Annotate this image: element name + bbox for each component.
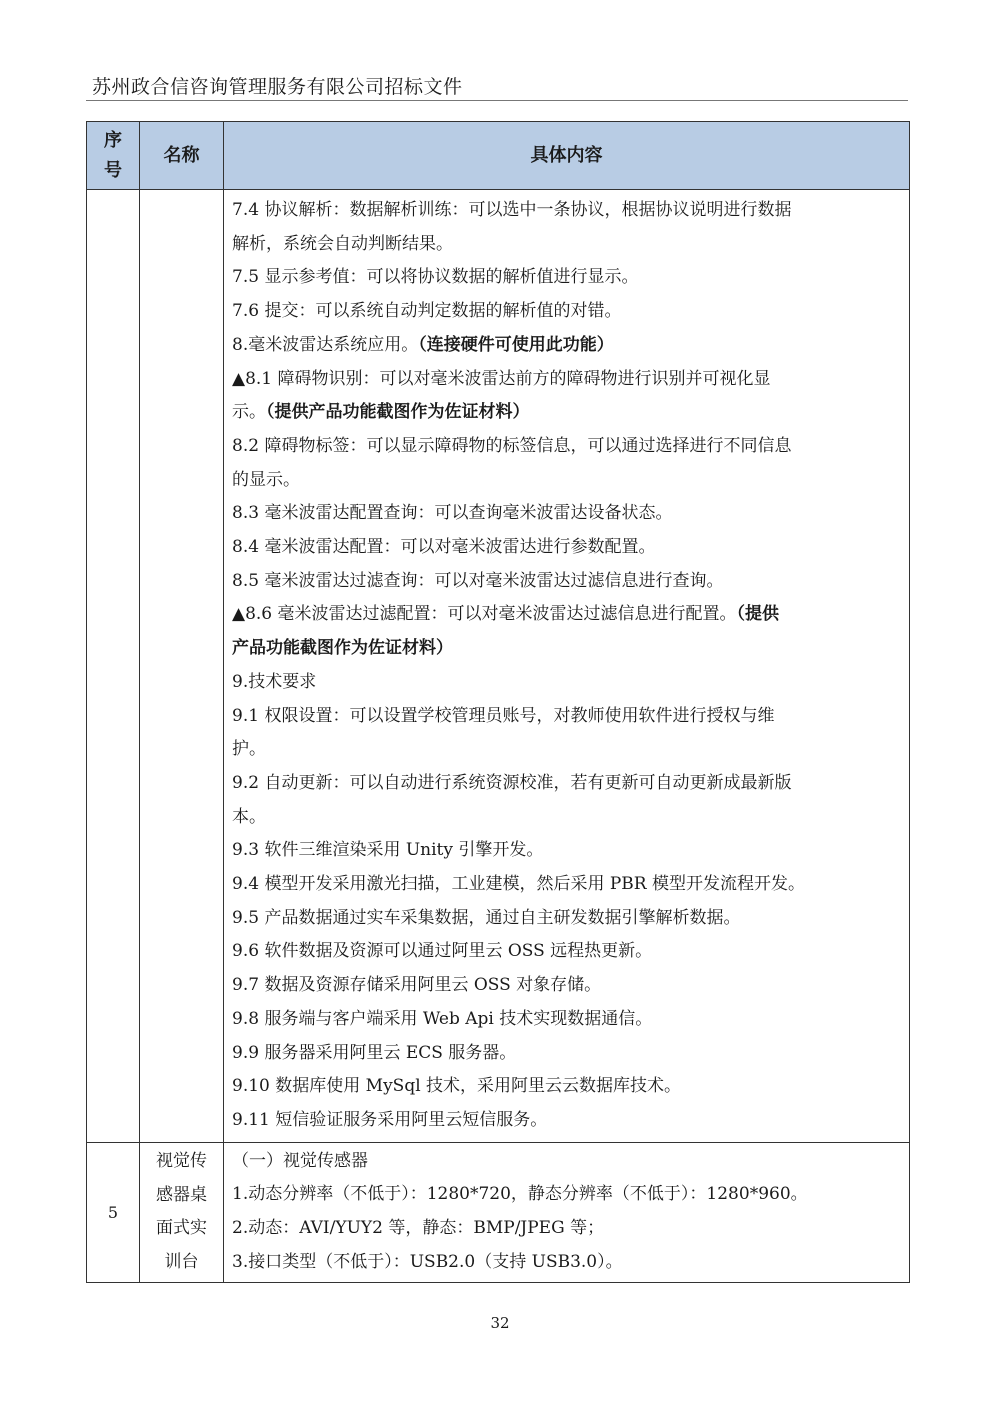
content-line: [232, 497, 901, 531]
content-text: 8.4 毫米波雷达配置：可以对毫米波雷达进行参数配置。: [232, 537, 656, 558]
content-line: [232, 396, 901, 430]
row2-name-line: 感器桌: [156, 1184, 207, 1205]
header-rule: [86, 100, 908, 101]
content-line: [232, 801, 901, 835]
content-line: [232, 228, 901, 262]
header-cell-name: 名称: [140, 122, 224, 190]
content-text: 解析，系统会自动判断结果。: [232, 233, 453, 254]
content-text: 7.6 提交：可以系统自动判定数据的解析值的对错。: [232, 301, 622, 322]
content-line: [232, 329, 901, 363]
content-line: [232, 666, 901, 700]
content-line: [232, 632, 901, 666]
row1-name-cell: [140, 190, 224, 1143]
row2-name-line: 训台: [164, 1251, 199, 1272]
content-line: [232, 1104, 901, 1138]
content-text: 9.1 权限设置：可以设置学校管理员账号，对教师使用软件进行授权与维: [232, 705, 775, 726]
row2-content: [224, 1143, 909, 1282]
row2-name-line: 面式实: [156, 1218, 207, 1239]
header-cell-content: 具体内容: [224, 122, 910, 190]
content-line: [232, 1003, 901, 1037]
row2-name-cell: [140, 1142, 224, 1282]
content-text: （一）视觉传感器: [232, 1150, 368, 1171]
header-number-line1: 序: [104, 129, 122, 151]
table-row: [87, 1142, 910, 1282]
content-line: [232, 194, 901, 228]
content-line: [232, 598, 901, 632]
header-cell-number: [87, 122, 140, 190]
content-text: 9.技术要求: [232, 671, 317, 692]
content-line: [232, 868, 901, 902]
content-text: 本。: [232, 806, 266, 827]
row1-content: [224, 190, 909, 1142]
header-number-line2: 号: [104, 159, 122, 181]
content-text-bold: 产品功能截图作为佐证材料）: [232, 638, 453, 659]
content-text: 9.6 软件数据及资源可以通过阿里云 OSS 远程热更新。: [232, 941, 653, 962]
content-text: 9.5 产品数据通过实车采集数据，通过自主研发数据引擎解析数据。: [232, 907, 741, 928]
content-line: [232, 935, 901, 969]
content-text: 9.9 服务器采用阿里云 ECS 服务器。: [232, 1042, 517, 1063]
document-header-title: 苏州政合信咨询管理服务有限公司招标文件: [92, 76, 463, 98]
content-text: 8.毫米波雷达系统应用。: [232, 334, 419, 355]
content-text: 8.3 毫米波雷达配置查询：可以查询毫米波雷达设备状态。: [232, 503, 673, 524]
content-text: 9.4 模型开发采用激光扫描，工业建模，然后采用 PBR 模型开发流程开发。: [232, 874, 805, 895]
content-text: ▲8.6 毫米波雷达过滤配置：可以对毫米波雷达过滤信息进行配置。: [232, 604, 737, 625]
content-line: [232, 295, 901, 329]
row1-number-cell: [87, 190, 140, 1143]
content-line: [232, 969, 901, 1003]
content-text: 9.11 短信验证服务采用阿里云短信服务。: [232, 1109, 548, 1130]
content-text: 3.接口类型（不低于）：USB2.0（支持 USB3.0）。: [232, 1251, 623, 1272]
content-text: 8.2 障碍物标签：可以显示障碍物的标签信息，可以通过选择进行不同信息: [232, 435, 792, 456]
content-text-bold: （提供: [736, 604, 780, 625]
content-line: [232, 261, 901, 295]
content-line: [232, 767, 901, 801]
content-text: 9.8 服务端与客户端采用 Web Api 技术实现数据通信。: [232, 1008, 653, 1029]
row2-name-line: 视觉传: [156, 1150, 207, 1171]
content-text: 9.7 数据及资源存储采用阿里云 OSS 对象存储。: [232, 975, 602, 996]
page-number: 32: [490, 1314, 510, 1332]
content-text: 示。: [232, 402, 266, 423]
table-header: [87, 122, 910, 190]
content-line: [232, 430, 901, 464]
content-line: [232, 834, 901, 868]
content-line: [232, 1246, 901, 1280]
content-line: [232, 902, 901, 936]
content-text: 7.5 显示参考值：可以将协议数据的解析值进行显示。: [232, 267, 639, 288]
content-line: [232, 1178, 901, 1212]
row1-content-cell: [224, 190, 910, 1143]
content-text: 1.动态分辨率（不低于）：1280*720，静态分辨率（不低于）：1280*960。: [232, 1184, 808, 1205]
table-row: [87, 190, 910, 1143]
content-text: 9.10 数据库使用 MySql 技术，采用阿里云云数据库技术。: [232, 1076, 682, 1097]
row2-number-cell: 5: [87, 1142, 140, 1282]
content-text: 2.动态：AVI/YUY2 等，静态：BMP/JPEG 等；: [232, 1218, 605, 1239]
content-line: [232, 464, 901, 498]
content-text-bold: （连接硬件可使用此功能）: [418, 334, 614, 355]
content-line: [232, 1037, 901, 1071]
content-text: 7.4 协议解析：数据解析训练：可以选中一条协议，根据协议说明进行数据: [232, 200, 792, 220]
content-line: [232, 363, 901, 397]
content-text-bold: （提供产品功能截图作为佐证材料）: [266, 402, 530, 423]
content-line: [232, 1070, 901, 1104]
content-text: 护。: [232, 739, 266, 760]
content-line: [232, 565, 901, 599]
content-text: 8.5 毫米波雷达过滤查询：可以对毫米波雷达过滤信息进行查询。: [232, 570, 724, 591]
content-line: [232, 733, 901, 767]
content-text: 9.2 自动更新：可以自动进行系统资源校准，若有更新可自动更新成最新版: [232, 772, 792, 793]
content-line: [232, 700, 901, 734]
content-text: 9.3 软件三维渲染采用 Unity 引擎开发。: [232, 840, 544, 861]
spec-table: [86, 121, 910, 1283]
content-text: ▲8.1 障碍物识别：可以对毫米波雷达前方的障碍物进行识别并可视化显: [232, 368, 771, 389]
content-text: 的显示。: [232, 469, 300, 490]
content-line: [232, 531, 901, 565]
content-line: [232, 1145, 901, 1179]
row2-content-cell: [224, 1142, 910, 1282]
content-line: [232, 1212, 901, 1246]
